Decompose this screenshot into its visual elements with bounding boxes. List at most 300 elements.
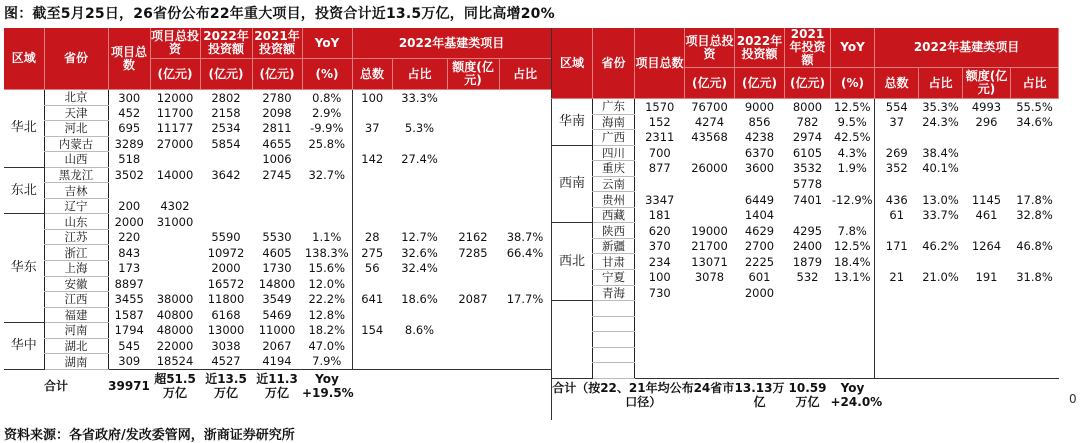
total-invest-cell: 43568 [691, 130, 728, 145]
yoy-cell [831, 285, 875, 301]
project-count-cell: 3347 [645, 192, 675, 207]
yoy-cell [831, 176, 875, 192]
total-invest-cell: 31000 [156, 214, 194, 229]
infra-amount-cell [963, 347, 1011, 363]
header-infra-2022: 2022年基建类项目 [875, 28, 1059, 68]
province-cell: 陕西 [593, 223, 635, 239]
table-row [552, 347, 1059, 363]
province-cell: 新疆 [593, 238, 635, 254]
province-cell: 福建 [44, 307, 108, 323]
infra-share-cell [392, 354, 447, 370]
yoy-cell: 12.5% [831, 238, 875, 254]
province-cell: 河南 [44, 323, 108, 339]
table-row [552, 254, 1059, 270]
total-invest-cell: 13071 [691, 254, 728, 269]
invest-2022-cell: 1404 [744, 208, 775, 223]
invest-2021-cell: 3549 [262, 292, 292, 307]
infra-amount-cell: 461 [975, 208, 998, 223]
invest-2022-cell: 4629 [744, 223, 775, 238]
infra-count-cell [352, 307, 392, 323]
header-total-invest: 项目总投资 [150, 28, 200, 59]
total-invest-cell [150, 261, 200, 277]
project-count-cell [108, 183, 150, 199]
infra-amount-cell [447, 261, 499, 277]
header-yoy: YoY [831, 28, 875, 68]
source-note: 资料来源：各省政府/发改委管网，浙商证券研究所 [4, 428, 295, 443]
infra-amount-share-cell [1011, 176, 1059, 192]
yoy-cell: 4.3% [831, 145, 875, 161]
project-count-cell: 220 [118, 230, 141, 245]
invest-2022-cell: 856 [748, 114, 771, 129]
invest-2022-cell: 2534 [211, 121, 241, 136]
province-cell: 北京 [44, 90, 108, 106]
infra-share-cell: 8.6% [404, 323, 435, 338]
infra-share-cell: 24.3% [922, 114, 959, 129]
infra-amount-cell [963, 254, 1011, 270]
project-count-cell: 620 [648, 223, 671, 238]
total-invest-cell: 76700 [691, 99, 728, 114]
invest-2021-cell: 11000 [258, 323, 296, 338]
invest-2021-cell [252, 214, 302, 230]
total-label: 合计（按22、21年均公布24省市口径） [552, 378, 735, 411]
infra-share-cell: 18.6% [401, 292, 438, 307]
invest-2021-cell: 2098 [262, 105, 292, 120]
infra-count-cell [875, 347, 919, 363]
infra-count-cell [875, 176, 919, 192]
header-amount: 额度(亿元) [447, 59, 499, 90]
yoy-cell: 12.8% [302, 307, 352, 323]
yoy-cell [831, 347, 875, 363]
table-row [4, 338, 551, 354]
total-invest-cell: 12000 [156, 90, 194, 105]
project-count-cell: 877 [648, 161, 671, 176]
province-cell: 江西 [44, 292, 108, 308]
invest-2021-cell: 5778 [792, 177, 823, 191]
invest-2022-cell [735, 332, 785, 348]
invest-2021-cell [785, 347, 831, 363]
invest-2022-cell: 11800 [207, 292, 245, 307]
yoy-cell: 42.5% [831, 130, 875, 146]
infra-amount-share-cell [499, 214, 551, 230]
invest-2021-cell: 4655 [262, 136, 292, 151]
infra-amount-share-cell [1011, 254, 1059, 270]
table-row [552, 207, 1059, 223]
infra-count-cell [352, 167, 392, 183]
total-invest-cell [150, 276, 200, 292]
province-cell: 辽宁 [44, 198, 108, 214]
region-cell: 华中 [4, 323, 44, 370]
region-cell [552, 301, 593, 379]
invest-2022-cell [735, 176, 785, 192]
infra-amount-cell: 191 [975, 270, 998, 285]
yoy-cell: 25.8% [302, 136, 352, 152]
infra-count-cell: 37 [889, 114, 905, 129]
total-invest-cell: 3078 [694, 270, 725, 285]
infra-count-cell [875, 285, 919, 301]
invest-2022-cell: 5854 [211, 136, 241, 151]
infra-share-cell [919, 301, 963, 317]
header-unit: (亿元) [785, 68, 831, 99]
infra-amount-share-cell [499, 338, 551, 354]
infra-amount-share-cell [499, 152, 551, 168]
province-cell: 云南 [593, 176, 635, 192]
infra-count-cell [352, 214, 392, 230]
project-count-cell: 370 [648, 239, 671, 254]
infra-amount-share-cell [499, 90, 551, 106]
infra-amount-cell [447, 152, 499, 168]
total-invest-cell: 38000 [156, 292, 194, 307]
province-cell: 广东 [593, 99, 635, 115]
province-cell: 西藏 [593, 207, 635, 223]
infra-amount-cell [963, 223, 1011, 239]
infra-share-cell: 32.6% [401, 245, 438, 260]
table-row [552, 114, 1059, 130]
infra-amount-share-cell [1011, 363, 1059, 379]
total-invest-cell: 48000 [156, 323, 194, 338]
infra-share-cell: 27.4% [401, 152, 438, 167]
region-cell: 西北 [552, 223, 593, 301]
header-province: 省份 [593, 28, 635, 99]
infra-amount-cell [447, 136, 499, 152]
total-yoy: Yoy +19.5% [302, 369, 352, 402]
table-row [4, 198, 551, 214]
header-unit: (亿元) [685, 68, 735, 99]
table-row [4, 245, 551, 261]
invest-2021-cell [785, 363, 831, 379]
invest-2022-cell: 2225 [744, 254, 775, 269]
invest-2021-cell: 1730 [262, 261, 292, 276]
infra-amount-share-cell [1011, 316, 1059, 332]
yoy-cell [831, 301, 875, 317]
invest-2021-cell [252, 183, 302, 199]
infra-amount-cell [963, 130, 1011, 146]
total-empty [352, 369, 551, 402]
yoy-cell: 18.4% [831, 254, 875, 270]
total-invest-cell [685, 192, 735, 208]
infra-share-cell [919, 332, 963, 348]
total-invest-cell [685, 316, 735, 332]
region-cell: 西南 [552, 145, 593, 223]
total-row [552, 378, 1059, 411]
province-cell: 山东 [44, 214, 108, 230]
province-cell: 四川 [593, 145, 635, 161]
table-row [552, 192, 1059, 208]
project-count-cell: 730 [648, 285, 671, 300]
yoy-cell: 1.1% [302, 229, 352, 245]
yoy-cell: 2.9% [302, 105, 352, 121]
figure-title: 图：截至5月25日，26省份公布22年重大项目，投资合计近13.5万亿，同比高增20% [4, 6, 555, 22]
infra-amount-share-cell [1011, 145, 1059, 161]
right-investment-table [551, 28, 1059, 411]
project-count-cell: 8897 [114, 276, 144, 291]
header-invest-2022: 2022年投资额 [735, 28, 785, 68]
infra-count-cell [875, 301, 919, 317]
yoy-cell [831, 316, 875, 332]
header-unit-pct: (%) [831, 68, 875, 99]
infra-amount-cell [963, 301, 1011, 317]
infra-count-cell: 37 [364, 121, 380, 136]
yoy-cell: 15.6% [302, 261, 352, 277]
infra-amount-cell [963, 363, 1011, 379]
yoy-cell: 18.2% [302, 323, 352, 339]
invest-2021-cell: 3532 [792, 161, 823, 176]
table-row [4, 136, 551, 152]
infra-count-cell: 28 [364, 230, 380, 245]
yoy-cell [831, 363, 875, 379]
invest-2021-cell: 532 [796, 270, 819, 285]
invest-2021-cell: 2780 [262, 90, 292, 105]
invest-2021-cell: 4194 [262, 354, 292, 369]
total-invest-2022: 近13.5万亿 [200, 369, 252, 402]
infra-amount-cell: 4993 [971, 99, 1002, 114]
infra-amount-share-cell [499, 354, 551, 370]
total-invest-cell [685, 332, 735, 348]
project-count-cell: 1587 [114, 307, 144, 322]
infra-amount-share-cell: 34.6% [1016, 114, 1053, 129]
project-count-cell: 200 [118, 199, 141, 214]
invest-2021-cell [252, 198, 302, 214]
infra-amount-share-cell [499, 105, 551, 121]
province-cell: 宁夏 [593, 270, 635, 286]
infra-count-cell: 100 [361, 90, 384, 105]
infra-amount-cell [963, 316, 1011, 332]
infra-count-cell: 171 [885, 239, 908, 254]
infra-count-cell [875, 363, 919, 379]
invest-2022-cell: 4527 [211, 354, 241, 369]
total-invest-cell: 27000 [156, 136, 194, 151]
invest-2021-cell [785, 285, 831, 301]
project-count-cell [635, 363, 685, 379]
invest-2021-cell: 1879 [792, 254, 823, 269]
infra-share-cell: 21.0% [922, 270, 959, 285]
infra-share-cell [392, 214, 447, 230]
infra-amount-cell [447, 307, 499, 323]
yoy-cell: 138.3% [302, 245, 352, 261]
table-row [552, 223, 1059, 239]
table-row [552, 301, 1059, 317]
infra-amount-share-cell [499, 136, 551, 152]
yoy-cell [831, 207, 875, 223]
invest-2022-cell: 9000 [744, 99, 775, 114]
invest-2022-cell: 6449 [744, 192, 775, 207]
total-invest-cell: 11700 [156, 105, 194, 120]
header-invest-2022: 2022年投资额 [200, 28, 252, 59]
infra-amount-cell [447, 90, 499, 106]
project-count-cell [635, 176, 685, 192]
header-infra-2022: 2022年基建类项目 [352, 28, 551, 59]
infra-amount-cell [963, 161, 1011, 177]
infra-amount-cell: 1145 [971, 192, 1002, 207]
infra-amount-share-cell [499, 183, 551, 199]
province-cell [593, 347, 635, 363]
yoy-cell: 12.5% [831, 99, 875, 115]
infra-share-cell [392, 183, 447, 199]
project-count-cell: 1794 [114, 323, 144, 338]
region-cell: 华北 [4, 90, 44, 168]
invest-2021-cell: 2811 [262, 121, 292, 136]
invest-2022-cell: 13000 [207, 323, 245, 338]
province-cell: 广西 [593, 130, 635, 146]
project-count-cell: 452 [118, 105, 141, 120]
infra-amount-cell [447, 105, 499, 121]
invest-2022-cell: 10972 [207, 245, 245, 260]
invest-2021-cell: 2974 [792, 130, 823, 145]
invest-2021-cell: 782 [796, 114, 819, 129]
yoy-cell: 7.9% [302, 354, 352, 370]
total-invest-cell: 4274 [694, 114, 725, 129]
yoy-cell [302, 214, 352, 230]
infra-amount-cell [447, 198, 499, 214]
total-invest-cell [685, 207, 735, 223]
province-cell [593, 332, 635, 348]
infra-count-cell: 142 [361, 152, 384, 167]
project-count-cell: 181 [648, 208, 671, 223]
project-count-cell: 173 [118, 261, 141, 276]
total-yoy: Yoy +24.0% [831, 378, 875, 411]
infra-amount-share-cell [1011, 223, 1059, 239]
infra-amount-share-cell [1011, 285, 1059, 301]
invest-2022-cell: 5590 [211, 230, 241, 245]
infra-count-cell [352, 183, 392, 199]
invest-2022-cell [200, 214, 252, 230]
total-invest-cell: 19000 [691, 223, 728, 238]
province-cell: 天津 [44, 105, 108, 121]
header-share: 占比 [919, 68, 963, 99]
infra-amount-share-cell [1011, 301, 1059, 317]
infra-amount-share-cell [1011, 161, 1059, 177]
province-cell: 上海 [44, 261, 108, 277]
yoy-cell: 47.0% [302, 338, 352, 354]
table-row [4, 167, 551, 183]
infra-amount-share-cell [499, 307, 551, 323]
project-count-cell: 3455 [114, 292, 144, 307]
infra-amount-cell: 1264 [971, 239, 1002, 254]
project-count-cell: 700 [648, 145, 671, 160]
province-cell: 贵州 [593, 192, 635, 208]
invest-2021-cell [785, 316, 831, 332]
province-cell [593, 316, 635, 332]
table-row [552, 270, 1059, 286]
infra-amount-cell: 7285 [458, 245, 488, 260]
province-cell: 黑龙江 [44, 167, 108, 183]
total-invest-2021: 近11.3万亿 [252, 369, 302, 402]
project-count-cell: 234 [648, 254, 671, 269]
header-share2: 占比 [499, 59, 551, 90]
project-count-cell: 2000 [114, 214, 144, 229]
infra-share-cell [392, 276, 447, 292]
header-amount: 额度(亿元) [963, 68, 1011, 99]
infra-amount-share-cell [1011, 347, 1059, 363]
infra-count-cell [875, 130, 919, 146]
table-row [4, 292, 551, 308]
project-count-cell [635, 332, 685, 348]
infra-count-cell [875, 316, 919, 332]
infra-count-cell [352, 276, 392, 292]
province-cell: 江苏 [44, 229, 108, 245]
infra-share-cell: 33.7% [922, 208, 959, 223]
invest-2021-cell: 1006 [262, 152, 292, 167]
invest-2022-cell: 601 [748, 270, 771, 285]
infra-count-cell: 21 [889, 270, 905, 285]
total-invest-cell: 4302 [160, 199, 190, 214]
infra-amount-cell [447, 214, 499, 230]
invest-2021-cell: 8000 [792, 99, 823, 114]
table-row [552, 161, 1059, 177]
header-unit-pct: (%) [302, 59, 352, 90]
infra-share-cell [392, 198, 447, 214]
infra-amount-cell [447, 323, 499, 339]
invest-2021-cell: 5530 [262, 230, 292, 245]
table-row [552, 285, 1059, 301]
region-cell: 华南 [552, 99, 593, 146]
infra-amount-share-cell: 32.8% [1016, 208, 1053, 223]
invest-2022-cell [735, 363, 785, 379]
table-row [4, 214, 551, 230]
total-empty [875, 378, 1059, 411]
table-row [4, 152, 551, 168]
yoy-cell: 12.0% [302, 276, 352, 292]
header-region: 区域 [552, 28, 593, 99]
header-total-invest: 项目总投资 [685, 28, 735, 68]
project-count-cell: 1570 [645, 99, 675, 114]
project-count-cell [635, 347, 685, 363]
province-cell: 浙江 [44, 245, 108, 261]
header-share: 占比 [392, 59, 447, 90]
total-invest-cell [150, 245, 200, 261]
infra-count-cell: 641 [361, 292, 384, 307]
total-invest-cell [685, 176, 735, 192]
infra-share-cell: 38.4% [922, 145, 959, 160]
invest-2021-cell: 4605 [262, 245, 292, 260]
province-cell: 海南 [593, 114, 635, 130]
yoy-cell: -9.9% [302, 121, 352, 137]
infra-count-cell [352, 354, 392, 370]
project-count-cell [635, 301, 685, 317]
total-invest-cell: 21700 [691, 239, 728, 254]
infra-share-cell: 40.1% [922, 161, 959, 176]
header-unit: (亿元) [252, 59, 302, 90]
invest-2022-cell: 16572 [207, 276, 245, 291]
header-invest-2021: 2021年投资额 [252, 28, 302, 59]
infra-amount-cell [447, 183, 499, 199]
infra-share-cell: 33.3% [401, 90, 438, 105]
project-count-cell: 3502 [114, 168, 144, 182]
project-count-cell: 300 [118, 90, 141, 105]
header-unit: (亿元) [735, 68, 785, 99]
infra-amount-share-cell: 66.4% [506, 245, 544, 260]
province-cell: 湖南 [44, 354, 108, 370]
infra-count-cell [875, 254, 919, 270]
province-cell: 内蒙古 [44, 136, 108, 152]
yoy-cell: 22.2% [302, 292, 352, 308]
invest-2021-cell [785, 301, 831, 317]
invest-2022-cell [200, 152, 252, 168]
total-invest-cell [685, 363, 735, 379]
infra-amount-cell [963, 145, 1011, 161]
invest-2022-cell: 2802 [211, 90, 241, 105]
table-row [552, 130, 1059, 146]
infra-count-cell: 61 [889, 208, 905, 223]
invest-2022-cell: 6370 [744, 145, 775, 160]
infra-count-cell: 56 [364, 261, 380, 276]
infra-amount-share-cell: 17.7% [506, 292, 544, 307]
invest-2022-cell: 3600 [744, 161, 775, 176]
yoy-cell: 32.7% [302, 167, 352, 183]
invest-2022-cell: 2000 [211, 261, 241, 276]
header-share2: 占比 [1011, 68, 1059, 99]
infra-count-cell: 554 [885, 99, 908, 114]
infra-amount-cell [447, 167, 499, 183]
